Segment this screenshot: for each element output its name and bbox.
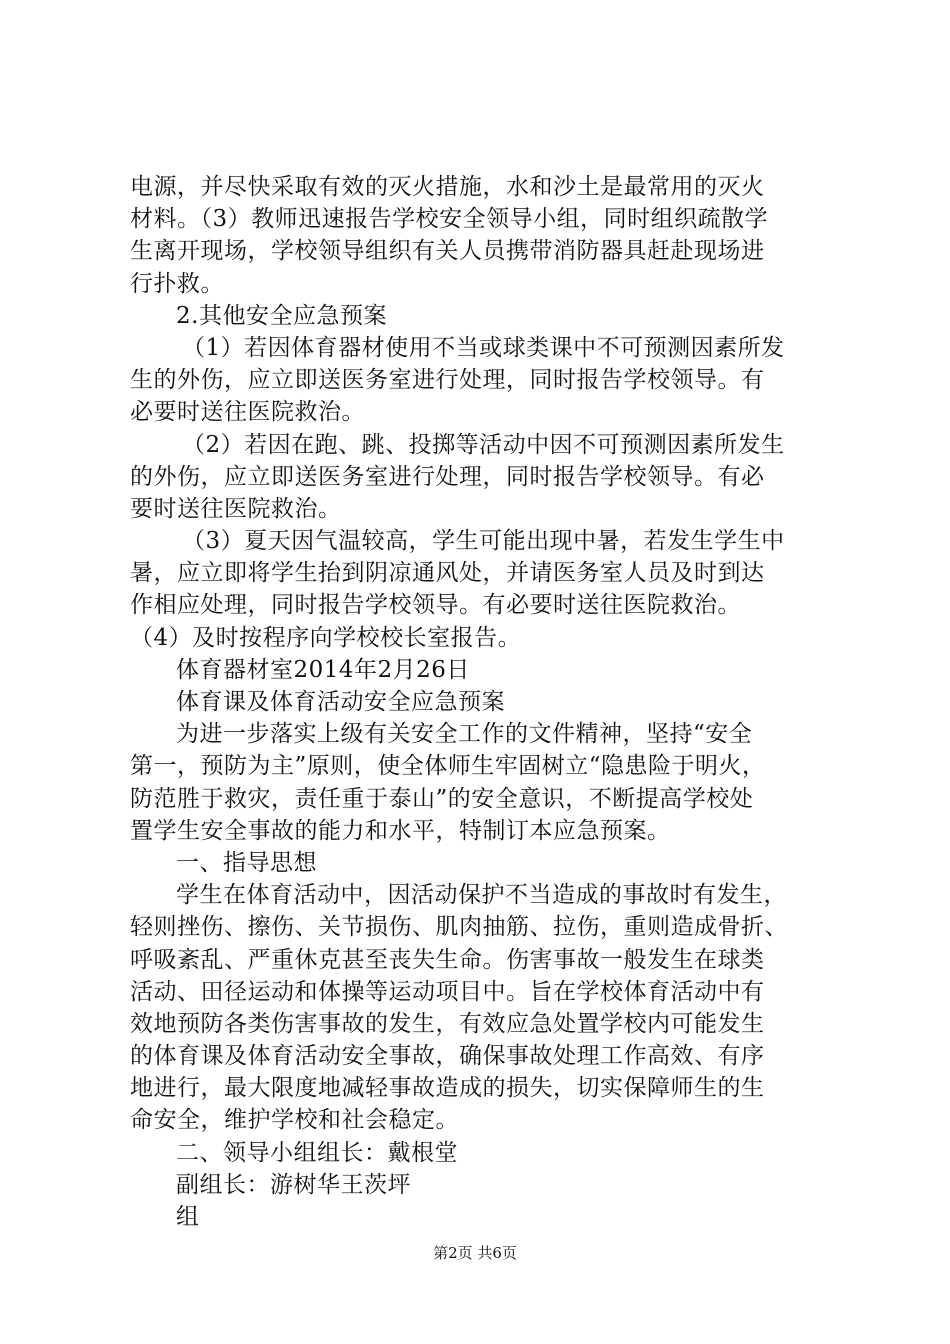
text-line: （2）若因在跑、跳、投掷等活动中因不可预测因素所发生	[182, 431, 785, 458]
text-line: 效地预防各类伤害事故的发生，有效应急处置学校内可能发生	[130, 1010, 765, 1037]
document-title: 体育课及体育活动安全应急预案	[176, 689, 505, 715]
text-line: （4）及时按程序向学校校长室报告。	[130, 624, 522, 651]
text-line: 要时送往医院救治。	[130, 495, 342, 522]
text-line: 的体育课及体育活动安全事故，确保事故处理工作高效、有序	[130, 1043, 765, 1070]
text-line: 生的外伤，应立即送医务室进行处理，同时报告学校领导。有	[130, 367, 765, 394]
section-heading: 一、指导思想	[176, 849, 317, 876]
date-line: 体育器材室2014年2月26日	[176, 656, 470, 683]
text-line: 的外伤，应立即送医务室进行处理，同时报告学校领导。有必	[130, 463, 765, 490]
text-line: 电源，并尽快采取有效的灭火措施，水和沙土是最常用的灭火	[130, 174, 765, 200]
text-line: 地进行，最大限度地减轻事故造成的损失，切实保障师生的生	[130, 1075, 765, 1102]
text-line: 暑，应立即将学生抬到阴凉通风处，并请医务室人员及时到达	[130, 560, 765, 587]
text-line: 置学生安全事故的能力和水平，特制订本应急预案。	[130, 817, 671, 844]
text-line: 呼吸紊乱、严重休克甚至丧失生命。伤害事故一般发生在球类	[130, 946, 765, 973]
text-line: 作相应处理，同时报告学校领导。有必要时送往医院救治。	[130, 592, 741, 619]
text-line: 行扑救。	[130, 270, 224, 297]
text-line: 防范胜于救灾，责任重于泰山”的安全意识，不断提高学校处	[130, 785, 754, 812]
text-line: 组	[176, 1204, 200, 1230]
section-heading: 2.其他安全应急预案	[176, 302, 387, 329]
text-line: 必要时送往医院救治。	[130, 399, 365, 426]
text-line: 轻则挫伤、擦伤、关节损伤、肌肉抽筋、拉伤，重则造成骨折、	[130, 914, 788, 941]
document-body	[130, 171, 830, 1233]
page-number-footer: 第2页 共6页	[433, 1244, 517, 1262]
text-line: 副组长：游树华王茨坪	[176, 1171, 411, 1198]
text-line: 材料。（3）教师迅速报告学校安全领导小组，同时组织疏散学	[130, 206, 769, 233]
text-line: 生离开现场，学校领导组织有关人员携带消防器具赶赴现场进	[130, 238, 765, 265]
text-line: （1）若因体育器材使用不当或球类课中不可预测因素所发	[182, 334, 785, 361]
text-line: 第一，预防为主”原则，使全体师生牢固树立“隐患险于明火，	[130, 753, 766, 780]
text-line: 命安全，维护学校和社会稳定。	[130, 1107, 459, 1134]
text-line: 活动、田径运动和体操等运动项目中。旨在学校体育活动中有	[130, 978, 765, 1005]
section-heading: 二、领导小组组长：戴根堂	[176, 1139, 458, 1166]
text-line: （3）夏天因气温较高，学生可能出现中暑，若发生学生中	[182, 528, 785, 555]
text-line: 学生在体育活动中，因活动保护不当造成的事故时有发生，	[176, 882, 787, 909]
text-line: 为进一步落实上级有关安全工作的文件精神，坚持“安全	[176, 721, 753, 748]
